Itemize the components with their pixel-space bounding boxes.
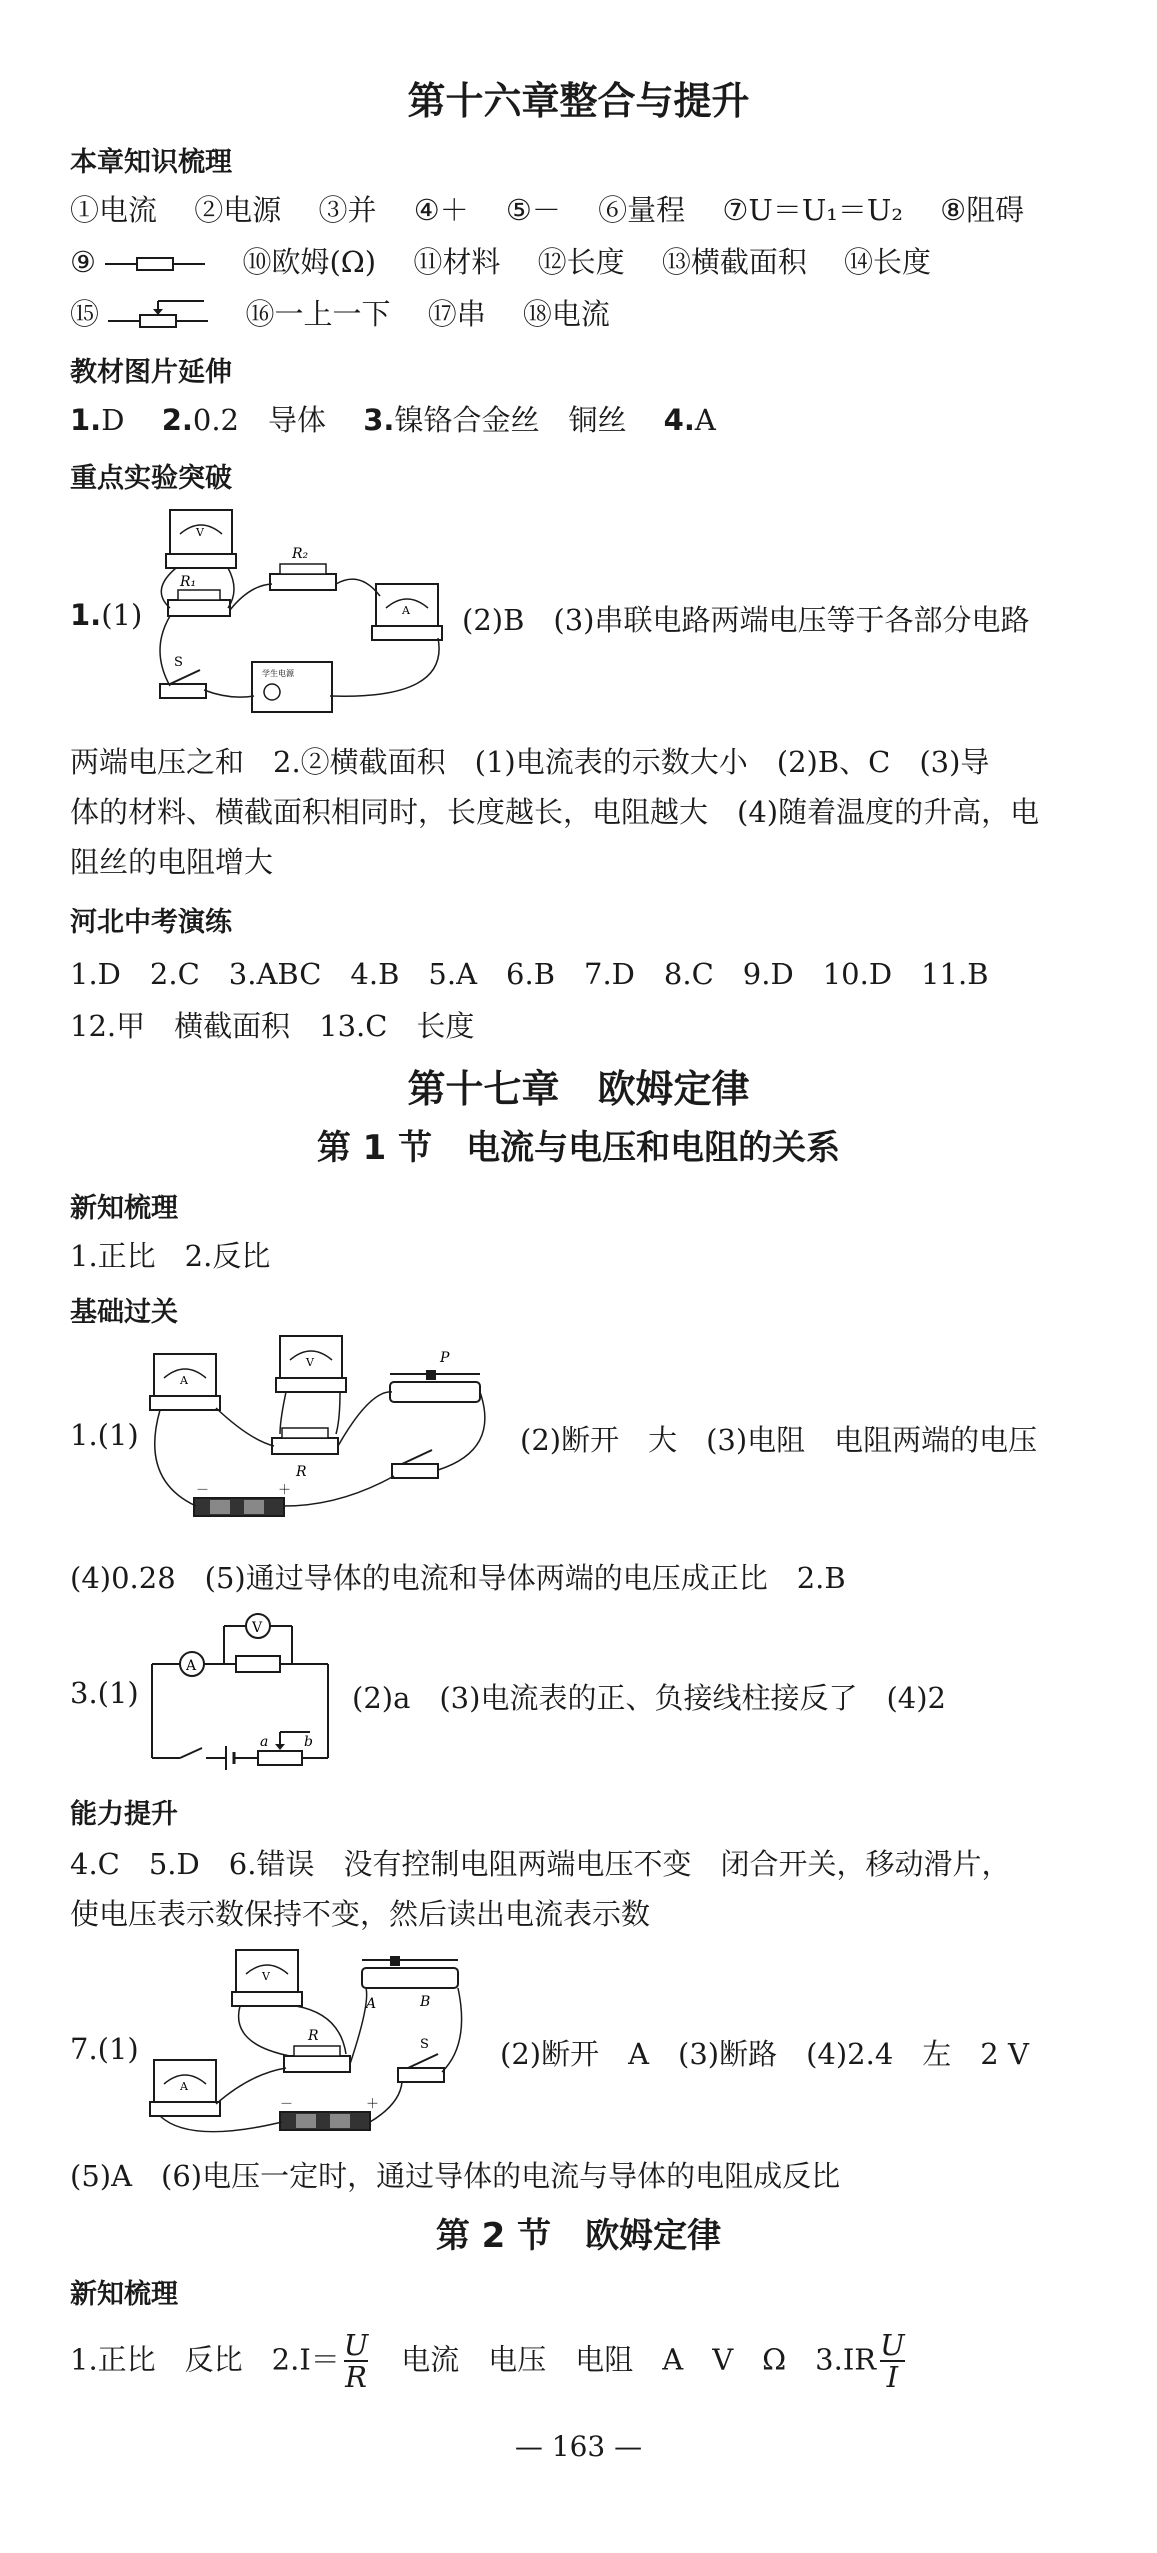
fig-label: －	[280, 2097, 294, 2112]
ability-q7-answer: (2)断开 A (3)断路 (4)2.4 左 2 V	[500, 2037, 1029, 2071]
answer-item: (1)	[101, 598, 143, 632]
ability-heading: 能力提升	[70, 1799, 178, 1830]
answer-item: ⑩欧姆(Ω)	[242, 245, 377, 279]
chapter-16-title: 第十六章整合与提升	[407, 79, 750, 123]
section-2-answers	[70, 2330, 1117, 2393]
ohm-fraction-2	[880, 2330, 904, 2393]
experiment-line-3: 体的材料、横截面积相同时，长度越长，电阻越大 (4)随着温度的升高，电	[70, 795, 1040, 829]
switch-icon	[160, 655, 206, 698]
answer-item: 0.2 导体	[192, 403, 327, 437]
fig-label: R₂	[292, 546, 309, 562]
answer-item: A	[694, 403, 716, 437]
basic-answers-line-2: (4)0.28 (5)通过导体的电流和导体两端的电压成正比 2.B	[70, 1561, 846, 1595]
battery-icon	[194, 1483, 291, 1516]
switch-icon	[392, 1450, 438, 1478]
rheostat-symbol-icon	[108, 299, 208, 333]
question-number: 2.	[161, 403, 193, 437]
new-knowledge-heading: 新知梳理	[70, 1193, 178, 1224]
fig-label: A	[180, 1374, 188, 1387]
answer-item: ⑭长度	[844, 245, 932, 279]
knowledge-row-2	[70, 240, 1117, 281]
circuit-schematic-3	[140, 1604, 340, 1774]
answer-item: D	[101, 403, 125, 437]
ohm-fraction-1	[344, 2330, 368, 2393]
ammeter-icon	[150, 2060, 220, 2116]
section-key-experiments-heading: 重点实验突破	[70, 463, 232, 494]
fig-label: A	[186, 1658, 197, 1674]
answer-item: ⑨	[70, 245, 96, 279]
voltmeter-icon	[276, 1336, 346, 1392]
fig-label: S	[420, 2037, 429, 2052]
rheostat-icon	[390, 1350, 480, 1402]
section-2-title: 第 2 节 欧姆定律	[435, 2216, 722, 2256]
resistor-symbol-icon	[105, 252, 205, 276]
knowledge-row-1	[70, 188, 1117, 229]
basic-check-heading: 基础过关	[70, 1297, 178, 1328]
answer-item: ⑥量程	[598, 193, 686, 227]
answer-item: 镍铬合金丝 铜丝	[394, 403, 627, 437]
section-1-title: 第 1 节 电流与电压和电阻的关系	[316, 1128, 841, 1168]
page-number: — 163 —	[514, 2430, 643, 2463]
answer-item: ⑫长度	[537, 245, 625, 279]
fig-label: R₁	[180, 574, 197, 590]
fig-label: ＋	[278, 1483, 292, 1498]
section-textbook-figures-heading: 教材图片延伸	[70, 357, 232, 388]
fig-label: P	[440, 1350, 450, 1366]
question-number: 1.	[70, 403, 102, 437]
answer-item: ⑰串	[427, 297, 486, 331]
fig-label: V	[306, 1356, 314, 1369]
fig-label: R	[308, 2028, 319, 2044]
voltmeter-icon	[166, 510, 236, 568]
answer-item: ①电流	[70, 193, 158, 227]
basic-q1-answer: (2)断开 大 (3)电阻 电阻两端的电压	[520, 1423, 1038, 1457]
answer-item: ⑦U＝U₁＝U₂	[722, 193, 903, 227]
power-supply-icon	[252, 662, 332, 712]
answer-item: ③并	[318, 193, 377, 227]
fig-label: R	[296, 1464, 307, 1480]
experiment-line-2: 两端电压之和 2.②横截面积 (1)电流表的示数大小 (2)B、C (3)导	[70, 745, 990, 779]
knowledge-row-3	[70, 292, 1117, 333]
ability-q7-label: 7.(1)	[70, 2032, 139, 2066]
fig-label: A	[180, 2080, 188, 2093]
ability-answers-line-1: 4.C 5.D 6.错误 没有控制电阻两端电压不变 闭合开关，移动滑片，	[70, 1847, 1011, 1881]
rheostat-symbol-icon	[258, 1751, 302, 1765]
section-2-new-knowledge-heading: 新知梳理	[70, 2279, 178, 2310]
new-knowledge-answers: 1.正比 2.反比	[70, 1239, 271, 1273]
ability-answers-line-4: (5)A (6)电压一定时，通过导体的电流与导体的电阻成反比	[70, 2159, 841, 2193]
answer-item: ⑪材料	[413, 245, 501, 279]
question-number: 4.	[663, 403, 695, 437]
rheostat-icon	[362, 1956, 458, 2012]
fig-label: A	[366, 1996, 377, 2012]
chapter-17-title: 第十七章 欧姆定律	[407, 1067, 750, 1111]
hebei-answers-line-2: 12.甲 横截面积 13.C 长度	[70, 1009, 475, 1043]
answer-item: ⑮	[70, 297, 100, 331]
fig-label: ＋	[366, 2097, 380, 2112]
resistor-r-icon	[272, 1428, 338, 1480]
hebei-answers-line-1: 1.D 2.C 3.ABC 4.B 5.A 6.B 7.D 8.C 9.D 10.D 11.B	[70, 957, 989, 991]
answer-item: ⑬横截面积	[661, 245, 807, 279]
resistor-symbol-icon	[236, 1656, 280, 1672]
experiment-q1-answer: (2)B (3)串联电路两端电压等于各部分电路	[462, 603, 1030, 637]
fig-label: －	[196, 1483, 210, 1498]
fig-label: B	[420, 1994, 431, 2010]
fig-label: 学生电源	[262, 669, 294, 678]
answer-item: ④＋	[413, 193, 469, 227]
fig-label: V	[252, 1620, 263, 1636]
switch-icon	[398, 2037, 444, 2082]
ammeter-icon	[372, 584, 442, 640]
question-number: 3.	[363, 403, 395, 437]
textbook-figures-answers	[70, 398, 1117, 439]
answer-item: ⑧阻碍	[940, 193, 1025, 227]
switch-symbol-icon	[180, 1748, 202, 1758]
circuit-figure-4	[140, 1944, 480, 2144]
section-knowledge-review-heading: 本章知识梳理	[70, 147, 232, 178]
fig-label: V	[196, 526, 204, 539]
fraction-denominator: R	[345, 2360, 367, 2395]
question-number: 1.	[70, 598, 102, 632]
circuit-figure-2	[140, 1330, 500, 1530]
fig-label: S	[174, 655, 183, 670]
basic-q1-label: 1.(1)	[70, 1418, 139, 1452]
ability-answers-line-2: 使电压表示数保持不变，然后读出电流表示数	[70, 1897, 651, 1931]
answer-item: 电流 电压 电阻 A V Ω 3.IR	[372, 2342, 877, 2377]
fig-label: b	[304, 1734, 313, 1750]
fraction-numerator: U	[343, 2328, 369, 2362]
resistor-r1-icon	[168, 574, 230, 616]
fig-label: a	[260, 1734, 269, 1750]
section-hebei-exam-heading: 河北中考演练	[70, 907, 232, 938]
fraction-numerator: U	[880, 2328, 905, 2362]
circuit-figure-1	[140, 500, 460, 730]
fig-label: V	[262, 1970, 270, 1983]
answer-item: ⑤－	[505, 193, 561, 227]
answer-item: ⑯一上一下	[245, 297, 391, 331]
ammeter-icon	[150, 1354, 220, 1410]
experiment-line-4: 阻丝的电阻增大	[70, 845, 274, 879]
answer-item: ⑱电流	[522, 297, 610, 331]
fraction-denominator: I	[880, 2360, 904, 2392]
fig-label: A	[402, 604, 410, 617]
basic-q3-answer: (2)a (3)电流表的正、负接线柱接反了 (4)2	[352, 1681, 946, 1715]
voltmeter-icon	[232, 1950, 302, 2006]
basic-q3-label: 3.(1)	[70, 1676, 139, 1710]
answer-item: 1.正比 反比 2.I＝	[70, 2342, 340, 2377]
answer-item: ②电源	[194, 193, 282, 227]
battery-icon	[280, 2097, 379, 2130]
resistor-r2-icon	[270, 546, 336, 590]
